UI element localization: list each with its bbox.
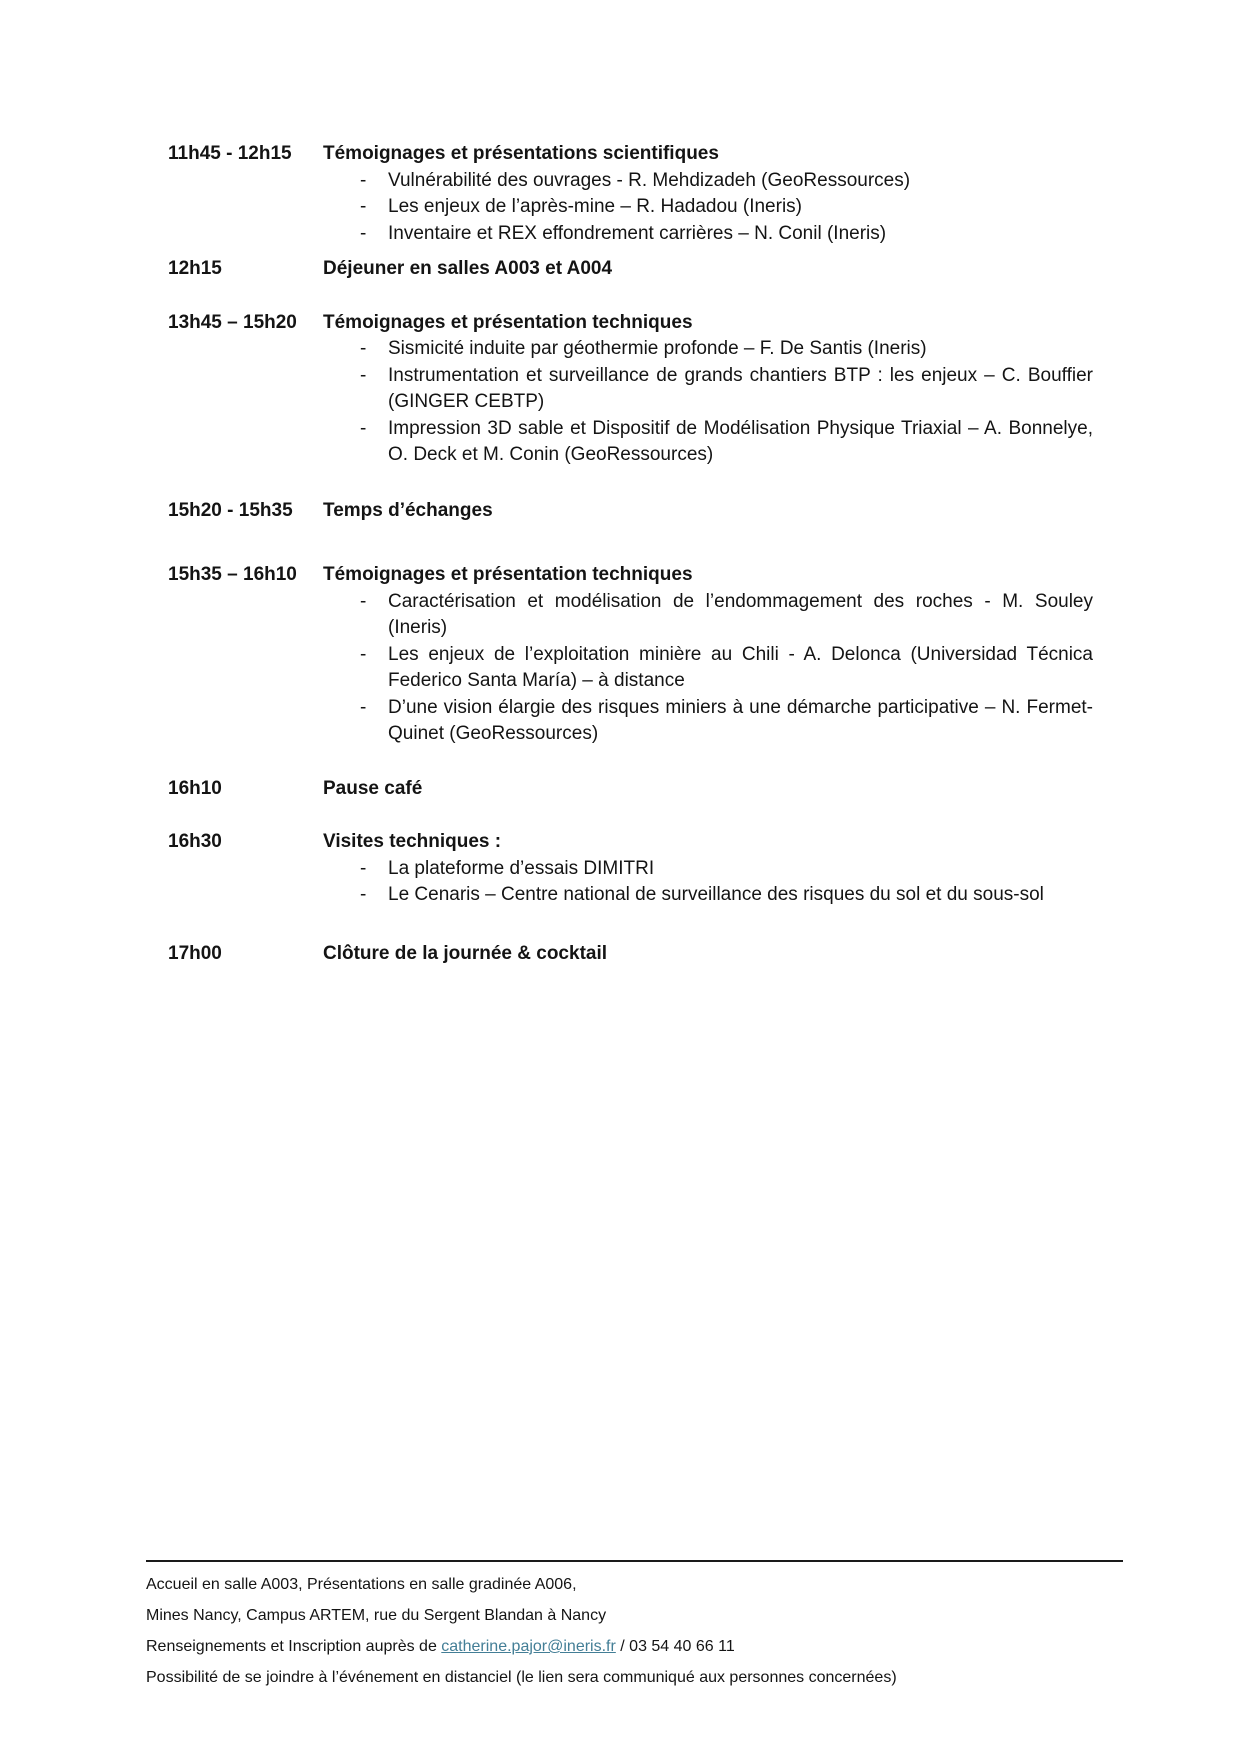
- section-title: Temps d’échanges: [323, 499, 493, 521]
- section-content: [323, 141, 1093, 247]
- time-slot: 12h15: [168, 258, 222, 279]
- section-title: Témoignages et présentation techniques: [323, 564, 693, 585]
- footer-address-line: Mines Nancy, Campus ARTEM, rue du Sergent Blandan à Nancy: [146, 1607, 607, 1624]
- footer-separator: [146, 1560, 1123, 1562]
- section-title: Témoignages et présentations scientifiques: [323, 143, 719, 164]
- bullet-item: - La plateforme d’essais DIMITRI: [323, 856, 1093, 883]
- time-slot: 15h35 – 16h10: [168, 564, 297, 585]
- section-title: Pause café: [323, 777, 423, 799]
- time-slot: 11h45 - 12h15: [168, 143, 292, 164]
- time-slot: 13h45 – 15h20: [168, 311, 297, 333]
- bullet-item: - Inventaire et REX effondrement carrières – N. Conil (Ineris): [323, 221, 1093, 248]
- schedule-section: [168, 829, 1098, 909]
- footer-contact-line: [146, 1631, 1123, 1662]
- bullet-item: - Le Cenaris – Centre national de surveillance des risques du sol et du sous-sol: [323, 882, 1093, 909]
- section-content: [323, 776, 1093, 803]
- schedule-section: [168, 498, 1098, 525]
- bullet-item: - Vulnérabilité des ouvrages - R. Mehdizadeh (GeoRessources): [323, 168, 1093, 195]
- time-slot: 16h30: [168, 831, 222, 852]
- section-title: Déjeuner en salles A003 et A004: [323, 258, 613, 279]
- section-content: [323, 829, 1093, 909]
- bullet-item: - Instrumentation et surveillance de grands chantiers BTP : les enjeux – C. Bouffier (GINGER CEBTP): [323, 363, 1093, 416]
- schedule-section: [168, 141, 1098, 247]
- section-content: [323, 562, 1093, 748]
- bullet-item: - Impression 3D sable et Dispositif de Modélisation Physique Triaxial – A. Bonnelye, O. Deck et M. Conin (GeoRessources): [323, 416, 1093, 469]
- schedule-section: [168, 776, 1098, 803]
- schedule-section: [168, 562, 1098, 748]
- schedule-section: [168, 941, 1098, 968]
- footer-contact-prefix: Renseignements et Inscription auprès de: [146, 1638, 442, 1655]
- section-content: [323, 498, 1093, 525]
- section-title: Témoignages et présentation techniques: [323, 311, 693, 333]
- schedule-section: [168, 310, 1098, 469]
- bullet-item: - D’une vision élargie des risques miniers à une démarche participative – N. Fermet-Quinet (GeoRessources): [323, 695, 1093, 748]
- section-content: [323, 310, 1093, 469]
- time-slot: 16h10: [168, 777, 222, 799]
- footer-venue-line: Accueil en salle A003, Présentations en salle gradinée A006,: [146, 1576, 577, 1593]
- section-title: Visites techniques :: [323, 831, 502, 852]
- bullet-item: - Sismicité induite par géothermie profonde – F. De Santis (Ineris): [323, 336, 1093, 363]
- time-slot: 15h20 - 15h35: [168, 499, 293, 521]
- bullet-item: - Les enjeux de l’exploitation minière au Chili - A. Delonca (Universidad Técnica Federico Santa María) – à distance: [323, 642, 1093, 695]
- footer-remote-line: Possibilité de se joindre à l’événement en distanciel (le lien sera communiqué aux personnes concernées): [146, 1669, 897, 1686]
- page-footer: [146, 1560, 1123, 1693]
- time-slot: 17h00: [168, 942, 222, 964]
- section-content: [323, 941, 1093, 968]
- section-title: Clôture de la journée & cocktail: [323, 942, 608, 964]
- email-link[interactable]: catherine.pajor@ineris.fr: [441, 1638, 616, 1655]
- section-content: [323, 256, 1093, 283]
- schedule-section: [168, 256, 1098, 283]
- bullet-item: - Caractérisation et modélisation de l’endommagement des roches - M. Souley (Ineris): [323, 589, 1093, 642]
- program-schedule: [168, 141, 1098, 967]
- bullet-item: - Les enjeux de l’après-mine – R. Hadadou (Ineris): [323, 194, 1093, 221]
- footer-contact-suffix: / 03 54 40 66 11: [615, 1638, 735, 1655]
